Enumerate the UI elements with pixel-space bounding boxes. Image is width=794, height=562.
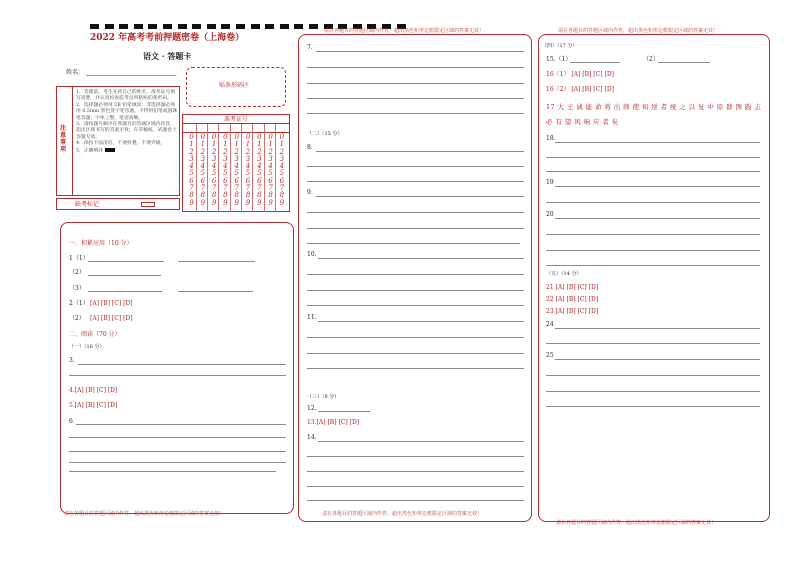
barcode-sticker-area [186,67,286,107]
q20-label: 20 [546,211,554,218]
digit-bubble[interactable]: 6 [223,176,228,185]
digit-bubble[interactable]: 9 [234,198,239,207]
q23-number: 23 [546,308,554,315]
q5-label [69,403,117,409]
exam-id-column[interactable] [198,134,207,207]
answer-line[interactable] [307,500,524,501]
answer-line[interactable] [555,328,760,329]
notice-col1: 请在各题目的答题区域内作答，超出黑色矩形边框限定区域的答案无效！ [64,511,225,517]
digit-bubble[interactable]: 2 [223,147,228,156]
part4-title: （四）（17 分） [542,43,578,49]
digit-bubble[interactable]: 7 [245,184,251,193]
answer-line[interactable] [307,486,524,487]
exam-id-grid[interactable] [182,114,290,212]
dash-segment [309,24,318,29]
q21-options[interactable]: [A] [B] [C] [D] [555,284,599,291]
q4-number: 4. [69,387,75,394]
digit-bubble[interactable]: 6 [234,176,239,185]
q2-1-label: 2（1） [69,300,89,307]
digit-bubble[interactable]: 9 [189,198,194,207]
digit-bubble[interactable]: 8 [245,191,251,200]
digit-bubble[interactable]: 2 [268,147,273,156]
q15-2-label: （2） [643,56,659,63]
q16-2-number: 16（2） [546,86,570,93]
dash-segment [148,24,157,29]
dash-segment [192,24,201,29]
dash-segment [236,24,245,29]
digit-bubble[interactable]: 2 [211,147,217,156]
answer-line[interactable] [546,375,760,376]
digit-bubble[interactable]: 7 [279,184,285,193]
q10-label: 10. [307,251,317,258]
digit-bubble[interactable]: 9 [211,198,217,207]
part2-title: （二）（15 分） [307,131,343,137]
dash-segment [90,24,99,29]
notes-box [56,86,180,196]
q23-options[interactable]: [A] [B] [C] [D] [555,308,599,315]
q8-label: 8. [307,144,313,151]
dash-segment [207,24,216,29]
digit-bubble[interactable]: 0 [200,133,206,141]
filled-sample-mark [105,148,115,152]
q4-label [69,388,117,394]
digit-bubble[interactable]: 0 [223,133,228,141]
digit-bubble[interactable]: 9 [268,198,273,207]
answer-line[interactable] [546,250,760,251]
answer-line[interactable] [307,368,524,369]
digit-bubble[interactable]: 4 [234,162,239,171]
answer-line[interactable] [307,353,524,354]
digit-bubble[interactable]: 6 [245,176,251,185]
absent-box [56,198,180,210]
dash-segment [294,24,303,29]
digit-bubble[interactable]: 5 [268,169,273,178]
q1-2-label: （2） [69,269,85,276]
q21-number: 21 [546,284,554,291]
digit-bubble[interactable]: 4 [211,162,217,171]
notice-col2-top: 请在各题目的答题区域内作答，超出黑色矩形边框限定区域的答案无效！ [324,28,485,34]
q7-label: 7. [307,44,313,51]
q6-line-3[interactable] [69,451,286,452]
note-item-5-text: 5．正确填涂 [76,148,104,154]
q16-2-options[interactable]: [A] [B] [C] [D] [571,86,614,93]
answer-line[interactable] [546,171,760,172]
answer-line[interactable] [307,290,524,291]
answer-line[interactable] [555,359,760,360]
part3-title: （三）（8 分） [307,394,340,400]
part5-title: （五）（14 分） [546,271,582,277]
digit-bubble[interactable]: 5 [200,169,206,178]
q24-label: 24 [546,321,554,328]
note-item-5 [76,148,178,155]
grid-separator [275,124,276,212]
digit-bubble[interactable]: 5 [279,169,285,178]
answer-line[interactable] [307,456,524,457]
q5-number: 5. [69,402,75,409]
digit-bubble[interactable]: 4 [223,162,228,171]
answer-line[interactable] [307,98,524,99]
note-item-2: 2．选择题必须用 2B 铅笔填涂；非选择题必须用 0.5mm 黑色签字笔答题，不得用铅笔或圆珠笔答题；字体工整、笔迹清晰。 [76,102,178,121]
answer-line[interactable] [546,234,760,235]
digit-bubble[interactable]: 1 [234,140,239,149]
digit-bubble[interactable]: 7 [211,184,217,193]
digit-bubble[interactable]: 0 [257,133,262,141]
digit-bubble[interactable]: 4 [257,162,262,171]
answer-line[interactable] [307,228,524,229]
q5-options[interactable]: [A] [B] [C] [D] [74,402,118,409]
exam-id-column[interactable] [277,134,286,207]
q2-2-options[interactable]: [A] [B] [C] [D] [90,315,133,322]
digit-bubble[interactable]: 8 [223,191,228,200]
grid-separator [241,124,242,212]
digit-bubble[interactable]: 1 [200,140,206,149]
barcode-sticker-label: 贴条形码区 [219,82,250,89]
absent-checkbox[interactable] [141,202,155,207]
q21 [546,285,598,291]
grid-separator [252,124,253,212]
q25-label: 25 [546,352,554,359]
section2-title: 二、阅读（70 分） [69,331,121,338]
q1-1-line-a[interactable] [88,261,164,262]
digit-bubble[interactable]: 2 [257,147,262,156]
digit-bubble[interactable]: 1 [257,140,262,149]
grid-separator [230,124,231,212]
q1-1-line-b[interactable] [178,261,255,262]
q1-3-line-b[interactable] [178,291,253,292]
q2-2-label: （2） [69,315,85,322]
digit-bubble[interactable]: 0 [234,133,239,141]
dash-segment [134,24,143,29]
exam-id-column[interactable] [244,134,253,207]
digit-bubble[interactable]: 8 [211,191,217,200]
q6-line-1[interactable] [76,424,286,425]
answer-line[interactable] [546,202,760,203]
exam-id-column[interactable] [187,134,196,207]
digit-bubble[interactable]: 6 [211,176,217,185]
q15-1-line[interactable] [570,62,620,63]
q17-text[interactable]: 17 大 王 诚 能 命 将 出 师 使 知 逆 者 统 之 以 复 中 原 群 图 践 志 必 有 望 风 响 应 者 矣 [546,103,762,126]
digit-bubble[interactable]: 3 [257,154,262,163]
digit-bubble[interactable]: 5 [223,169,228,178]
answer-line[interactable] [307,274,524,275]
exam-title: 2022 年高考考前押题密卷（上海卷） [90,33,245,43]
notice-col3-bottom: 请在各题目的答题区域内作答，超出黑色矩形边框限定区域的答案无效！ [556,520,717,526]
grid-separator [196,124,197,212]
q16-1-options[interactable]: [A] [B] [C] [D] [571,71,614,78]
notes-list [76,90,178,155]
digit-bubble[interactable]: 9 [245,198,251,207]
digit-bubble[interactable]: 5 [234,169,239,178]
q14-label: 14. [307,434,317,441]
digit-bubble[interactable]: 3 [268,154,273,163]
exam-id-column[interactable] [232,134,241,207]
answer-line[interactable] [555,142,760,143]
answer-line[interactable] [316,151,524,152]
section1-title: 一、积累应用（10 分） [69,240,133,247]
exam-id-column[interactable] [266,134,275,207]
dash-segment [221,24,230,29]
notice-col2-bottom: 请在各题目的答题区域内作答，超出黑色矩形边框限定区域的答案无效！ [322,511,483,517]
answer-line[interactable] [307,305,524,306]
answer-line[interactable] [318,321,524,322]
digit-bubble[interactable]: 1 [223,140,228,149]
q6-line-4[interactable] [69,462,286,463]
answer-panel-2 [298,34,532,522]
q19-label: 19 [546,179,554,186]
name-label: 姓名： [66,69,85,76]
q13-label [307,420,359,426]
dash-segment [265,24,274,29]
digit-bubble[interactable]: 8 [257,191,262,200]
digit-bubble[interactable]: 6 [200,176,206,185]
digit-bubble[interactable]: 4 [279,162,285,171]
digit-bubble[interactable]: 9 [279,198,285,207]
absent-label: 缺考标记 [75,201,100,208]
q4-options[interactable]: [A] [B] [C] [D] [74,387,118,394]
q22 [546,297,598,303]
answer-line[interactable] [546,265,760,266]
digit-bubble[interactable]: 0 [189,133,194,141]
digit-bubble[interactable]: 7 [189,184,194,193]
answer-line[interactable] [318,441,524,442]
answer-line[interactable] [307,337,524,338]
q2-1-options[interactable]: [A] [B] [C] [D] [90,300,133,307]
digit-bubble[interactable]: 3 [223,154,228,163]
q6-line-2[interactable] [69,437,286,438]
digit-bubble[interactable]: 3 [211,154,217,163]
name-field[interactable] [86,75,176,76]
exam-id-column[interactable] [210,134,219,207]
digit-bubble[interactable]: 6 [257,176,262,185]
dash-segment [178,24,187,29]
q23 [546,309,598,315]
dash-segment [119,24,128,29]
answer-line[interactable] [307,471,524,472]
digit-bubble[interactable]: 5 [257,169,262,178]
answer-line[interactable] [318,258,524,259]
digit-bubble[interactable]: 8 [189,191,194,200]
digit-bubble[interactable]: 7 [234,184,239,193]
digit-bubble[interactable]: 7 [223,184,228,193]
digit-bubble[interactable]: 8 [234,191,239,200]
q3-label: 3． [69,357,79,364]
answer-line[interactable] [307,166,524,167]
answer-line[interactable] [546,406,760,407]
digit-bubble[interactable]: 8 [279,191,285,200]
exam-id-write-row[interactable] [183,124,289,133]
notes-label-cell [57,87,73,195]
dash-segment [105,24,114,29]
notes-label: 注意事项 [60,125,67,153]
note-item-4: 4．保持卡面清洁，不要折叠、不要弄破。 [76,141,166,147]
digit-bubble[interactable]: 5 [211,169,217,178]
answer-line[interactable] [307,212,524,213]
digit-bubble[interactable]: 3 [234,154,239,163]
q16-2 [546,87,614,93]
exam-id-column[interactable] [221,134,230,207]
digit-bubble[interactable]: 1 [189,140,194,149]
answer-line[interactable] [546,343,760,344]
answer-line[interactable] [307,83,524,84]
answer-line[interactable] [307,181,524,182]
digit-bubble[interactable]: 2 [200,147,206,156]
exam-id-column[interactable] [255,134,264,207]
digit-bubble[interactable]: 6 [279,176,285,185]
part1-title: （一）（16 分） [69,344,105,350]
digit-bubble[interactable]: 4 [268,162,273,171]
digit-bubble[interactable]: 1 [279,140,285,149]
q16-1-number: 16（1） [546,71,570,78]
note-item-3: 3．请按题号顺序在各题目的答题区域内作答，超出区域书写的答案无效；在草稿纸、试题卷上答题无效。 [76,122,177,140]
digit-bubble[interactable]: 4 [245,162,251,171]
q6-line-5[interactable] [69,471,276,472]
digit-bubble[interactable]: 8 [200,191,206,200]
grid-separator [264,124,265,212]
q15-2-line[interactable] [658,62,710,63]
digit-bubble[interactable]: 2 [279,147,285,156]
grid-separator [207,124,208,212]
digit-bubble[interactable]: 2 [189,147,194,156]
digit-bubble[interactable]: 2 [245,147,251,156]
q1-1-label: 1（1） [69,255,89,262]
q9-label: 9. [307,189,313,196]
digit-bubble[interactable]: 3 [245,154,251,163]
digit-bubble[interactable]: 0 [211,133,217,141]
q22-number: 22 [546,296,554,303]
note-item-1: 1．答题前，考生先将自己的姓名、准考证号填写清楚，并认真检查监考员所粘贴的条形码。 [76,90,175,102]
q18-label: 18. [546,135,556,142]
digit-bubble[interactable]: 3 [279,154,285,163]
q3-line-2[interactable] [69,375,286,376]
q12-line[interactable] [318,411,370,412]
digit-bubble[interactable]: 0 [268,133,273,141]
q6-label: 6． [69,418,79,425]
exam-id-bubbles[interactable] [183,134,289,212]
q11-label: 11. [307,314,317,321]
digit-bubble[interactable]: 7 [200,184,206,193]
digit-bubble[interactable]: 4 [200,162,206,171]
q16-1 [546,72,614,78]
answer-line[interactable] [307,113,524,114]
q13-number: 13. [307,419,317,426]
digit-bubble[interactable]: 3 [189,154,194,163]
digit-bubble[interactable]: 4 [189,162,194,171]
answer-line[interactable] [555,218,760,219]
grid-separator [218,124,219,212]
digit-bubble[interactable]: 1 [245,140,251,149]
digit-bubble[interactable]: 6 [268,176,273,185]
digit-bubble[interactable]: 5 [245,169,251,178]
digit-bubble[interactable]: 7 [257,184,262,193]
q13-options[interactable]: [A] [B] [C] [D] [316,419,360,426]
q1-3-line-a[interactable] [88,291,162,292]
digit-bubble[interactable]: 1 [211,140,217,149]
digit-bubble[interactable]: 3 [200,154,206,163]
q3-line-1[interactable] [78,364,286,365]
card-subtitle: 语文 · 答题卡 [143,51,192,61]
digit-bubble[interactable]: 9 [257,198,262,207]
answer-line[interactable] [555,186,760,187]
notice-col3-top: 请在各题目的答题区域内作答，超出黑色矩形边框限定区域的答案无效！ [558,28,719,34]
digit-bubble[interactable]: 8 [268,191,273,200]
answer-line[interactable] [316,196,524,197]
q22-options[interactable]: [A] [B] [C] [D] [555,296,599,303]
digit-bubble[interactable]: 5 [189,169,194,178]
digit-bubble[interactable]: 9 [200,198,206,207]
q1-3-label: （3） [69,285,85,292]
digit-bubble[interactable]: 9 [223,198,228,207]
dash-segment [280,24,289,29]
answer-line[interactable] [316,51,524,52]
answer-line[interactable] [546,157,760,158]
digit-bubble[interactable]: 6 [189,176,194,185]
digit-bubble[interactable]: 0 [245,133,251,141]
digit-bubble[interactable]: 2 [234,147,239,156]
answer-line[interactable] [546,391,760,392]
answer-line[interactable] [307,243,520,244]
q1-2-line[interactable] [88,275,161,276]
exam-id-label: 准考证号 [183,115,289,124]
dash-segment [251,24,260,29]
digit-bubble[interactable]: 0 [279,133,285,141]
q12-label: 12. [307,405,317,412]
digit-bubble[interactable]: 1 [268,140,273,149]
q15-1-label: 15.（1） [546,56,572,63]
digit-bubble[interactable]: 7 [268,184,273,193]
answer-line[interactable] [307,67,524,68]
dash-segment [163,24,172,29]
